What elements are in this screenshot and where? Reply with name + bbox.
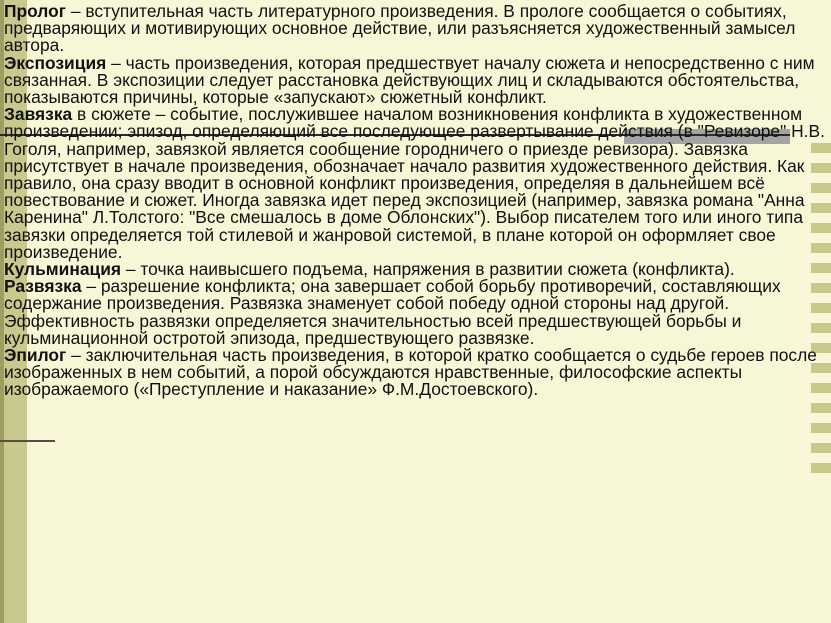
paragraph-exposition — [4, 52, 828, 108]
term-climax: Кульминация — [4, 259, 122, 280]
right-stripe — [811, 463, 831, 473]
definition-inciting-incident: в сюжете – событие, послужившее началом возникновения конфликта в художественном произведении; эпизод, определяющий все последующее развертывание действия (в "Ревизоре" Н.В. Гоголя, например, завязкой является сообщение городничего о приезде ревизора). Завязка присутствует в начале произведения, обозначает начало развития художественного действия. Как правило, она сразу вводит в основной конфликт произведения, определяя в дальнейшем всё повествование и сюжет. Иногда завязка идет перед экспозицией (например, завязка романа "Анна Каренина" Л.Толстого: "Все смешалось в доме Облонских"). Выбор писателем того или иного типа завязки определяется той стилевой и жанровой системой, в плане которой он оформляет свое произведение. — [4, 104, 825, 262]
term-resolution: Развязка — [4, 276, 82, 297]
definition-climax: – точка наивысшего подъема, напряжения в развитии сюжета (конфликта). — [121, 259, 735, 280]
paragraph-inciting-incident — [4, 106, 828, 261]
paragraph-resolution — [4, 278, 828, 347]
term-inciting-incident: Завязка — [4, 104, 73, 125]
definition-epilogue: – заключительная часть произведения, в которой кратко сообщается о судьбе героев после изображенных в нем событий, а порой обсуждаются нравственные, философские аспекты изображаемого («Преступление и наказание» Ф.М.Достоевского). — [4, 345, 817, 400]
right-stripe — [811, 443, 831, 453]
definition-exposition: – часть произведения, которая предшествует началу сюжета и непосредственно с ним связанная. В экспозиции следует расстановка действующих лиц и складываются обстоятельства, показываются причины, которые «запускают» сюжетный конфликт. — [4, 52, 815, 108]
term-epilogue: Эпилог — [4, 345, 67, 366]
definition-resolution: – разрешение конфликта; она завершает собой борьбу противоречий, составляющих содержание произведения. Развязка знаменует собой победу одной стороны над другой. Эффективность развязки определяется значительностью всей предшествующей борьбы и кульминационной остротой эпизода, предшествующего развязке. — [4, 276, 781, 348]
right-stripe — [811, 423, 831, 433]
definition-prologue: – вступительная часть литературного произведения. В прологе сообщается о событиях, предваряющих и мотивирующих основное действие, или разъясняется художественный замысел автора. — [4, 1, 796, 56]
right-stripe — [811, 403, 831, 413]
divider-line-short — [0, 440, 55, 442]
term-exposition: Экспозиция — [4, 52, 107, 73]
paragraph-epilogue — [4, 347, 828, 399]
text-content — [4, 3, 828, 399]
paragraph-prologue — [4, 3, 828, 55]
term-prologue: Пролог — [4, 1, 66, 21]
